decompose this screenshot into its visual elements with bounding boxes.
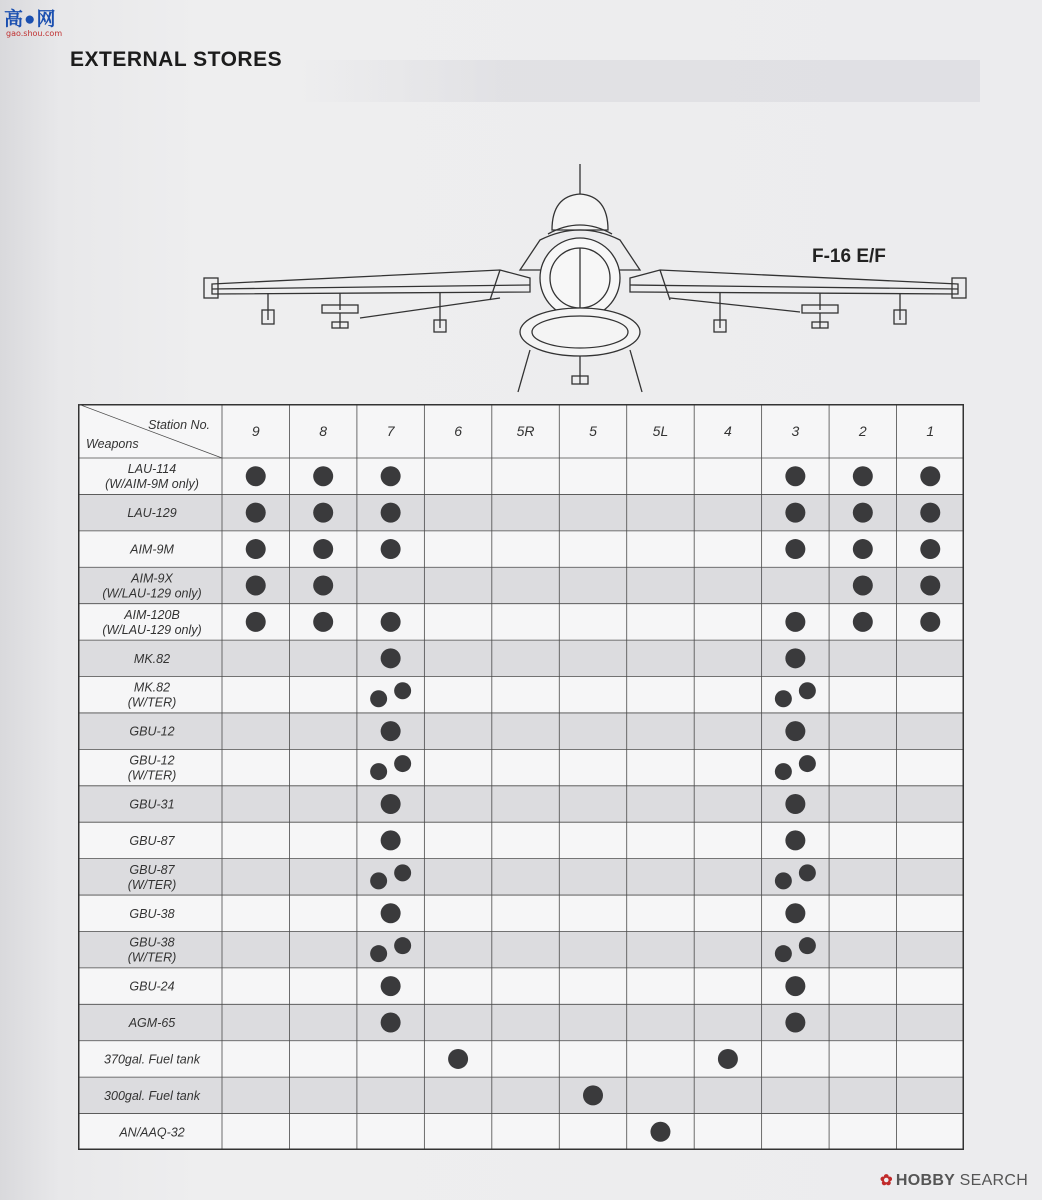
store-mark [785, 1013, 805, 1033]
store-mark [381, 976, 401, 996]
station-header: 8 [319, 423, 328, 439]
watermark-brand: HOBBY [895, 1172, 955, 1189]
store-mark-ter [370, 763, 387, 780]
weapon-label: LAU-114 [127, 462, 177, 477]
row-shade [78, 567, 964, 603]
store-mark [853, 575, 873, 595]
station-header: 3 [791, 423, 800, 439]
store-mark [246, 612, 266, 632]
store-mark [381, 794, 401, 814]
row-shade [78, 713, 964, 749]
station-header: 1 [926, 423, 935, 439]
weapon-label: AN/AAQ-32 [119, 1125, 185, 1140]
weapon-label: LAU-129 [127, 506, 177, 521]
store-mark-ter [799, 755, 816, 772]
store-mark [583, 1085, 603, 1105]
weapon-label: 370gal. Fuel tank [104, 1052, 200, 1067]
aircraft-model-label: F-16 E/F [812, 246, 886, 267]
stores-grid [78, 404, 964, 1150]
station-header: 6 [454, 423, 462, 439]
weapon-label: AIM-120B [124, 607, 180, 622]
weapon-label: (W/LAU-129 only) [102, 622, 202, 637]
weapon-label: AIM-9X [131, 571, 173, 586]
store-mark [650, 1122, 670, 1142]
store-mark [246, 575, 266, 595]
store-mark-ter [775, 945, 792, 962]
store-mark [920, 503, 940, 523]
store-mark [785, 539, 805, 559]
store-mark [718, 1049, 738, 1069]
store-mark [313, 539, 333, 559]
store-mark [853, 612, 873, 632]
store-mark [853, 466, 873, 486]
weapon-label: MK.82 [133, 680, 171, 695]
logo-url: gao.shou.com [6, 29, 63, 38]
weapon-label: 300gal. Fuel tank [104, 1088, 200, 1103]
store-mark-ter [775, 872, 792, 889]
store-mark [785, 830, 805, 850]
store-mark [920, 466, 940, 486]
row-shade [78, 640, 964, 676]
store-mark [785, 903, 805, 923]
weapon-label: (W/TER) [127, 768, 177, 783]
weapon-label: GBU-12 [129, 753, 175, 768]
store-mark-ter [775, 690, 792, 707]
store-mark [448, 1049, 468, 1069]
store-mark [853, 503, 873, 523]
store-mark [785, 721, 805, 741]
station-header: 5R [516, 423, 535, 439]
weapon-label: GBU-31 [129, 797, 175, 812]
row-shade [78, 859, 964, 895]
store-mark [313, 575, 333, 595]
station-header: 2 [858, 423, 867, 439]
weapon-label: (W/TER) [127, 877, 177, 892]
store-mark [381, 721, 401, 741]
weapon-label: GBU-38 [129, 906, 175, 921]
store-mark [381, 503, 401, 523]
weapon-label: GBU-12 [129, 724, 175, 739]
store-mark [246, 539, 266, 559]
store-mark-ter [370, 690, 387, 707]
store-mark-ter [394, 864, 411, 881]
station-header: 7 [386, 423, 395, 439]
store-mark [920, 575, 940, 595]
store-mark [920, 612, 940, 632]
store-mark [381, 539, 401, 559]
store-mark-ter [370, 945, 387, 962]
store-mark-ter [799, 937, 816, 954]
weapon-label: (W/TER) [127, 950, 177, 965]
site-logo-icon [4, 4, 74, 38]
hobby-search-icon: ✿ [880, 1172, 893, 1189]
store-mark-ter [775, 763, 792, 780]
store-mark-ter [394, 937, 411, 954]
store-mark [246, 466, 266, 486]
row-shade [78, 1004, 964, 1040]
row-shade [78, 494, 964, 530]
corner-station-label: Station No. [148, 418, 210, 432]
weapon-label: (W/TER) [127, 695, 177, 710]
store-mark [785, 794, 805, 814]
store-mark [785, 648, 805, 668]
weapon-label: AGM-65 [128, 1016, 176, 1031]
store-mark-ter [394, 755, 411, 772]
station-header: 4 [724, 423, 732, 439]
weapon-label: AIM-9M [130, 542, 174, 557]
store-mark [313, 503, 333, 523]
store-mark-ter [799, 864, 816, 881]
store-mark [785, 466, 805, 486]
corner-weapons-label: Weapons [86, 437, 139, 451]
store-mark [920, 539, 940, 559]
store-mark [246, 503, 266, 523]
store-mark [853, 539, 873, 559]
weapon-label: MK.82 [133, 651, 171, 666]
station-header: 5 [589, 423, 597, 439]
row-shade [78, 786, 964, 822]
store-mark [381, 903, 401, 923]
weapon-label: (W/AIM-9M only) [105, 477, 199, 492]
store-mark [785, 503, 805, 523]
store-mark [313, 612, 333, 632]
weapon-label: GBU-87 [129, 862, 175, 877]
store-mark [381, 1013, 401, 1033]
station-header: 9 [251, 423, 260, 439]
watermark [880, 1171, 1028, 1190]
store-mark [381, 466, 401, 486]
weapon-label: GBU-38 [129, 935, 175, 950]
row-shade [78, 1077, 964, 1113]
store-mark [785, 976, 805, 996]
store-mark [381, 648, 401, 668]
logo-text: 高●网 [4, 9, 57, 30]
store-mark [381, 830, 401, 850]
store-mark-ter [370, 872, 387, 889]
weapon-label: GBU-87 [129, 833, 175, 848]
store-mark-ter [799, 682, 816, 699]
stores-table [78, 404, 964, 1150]
station-header: 5L [652, 423, 669, 439]
weapon-label: (W/LAU-129 only) [102, 586, 202, 601]
row-shade [78, 931, 964, 967]
f16-front-view-icon [200, 160, 970, 400]
store-mark [785, 612, 805, 632]
store-mark [313, 466, 333, 486]
weapon-label: GBU-24 [129, 979, 175, 994]
heading-shade [300, 60, 980, 102]
store-mark-ter [394, 682, 411, 699]
page-title: EXTERNAL STORES [70, 48, 283, 71]
store-mark [381, 612, 401, 632]
watermark-word: SEARCH [959, 1172, 1029, 1189]
